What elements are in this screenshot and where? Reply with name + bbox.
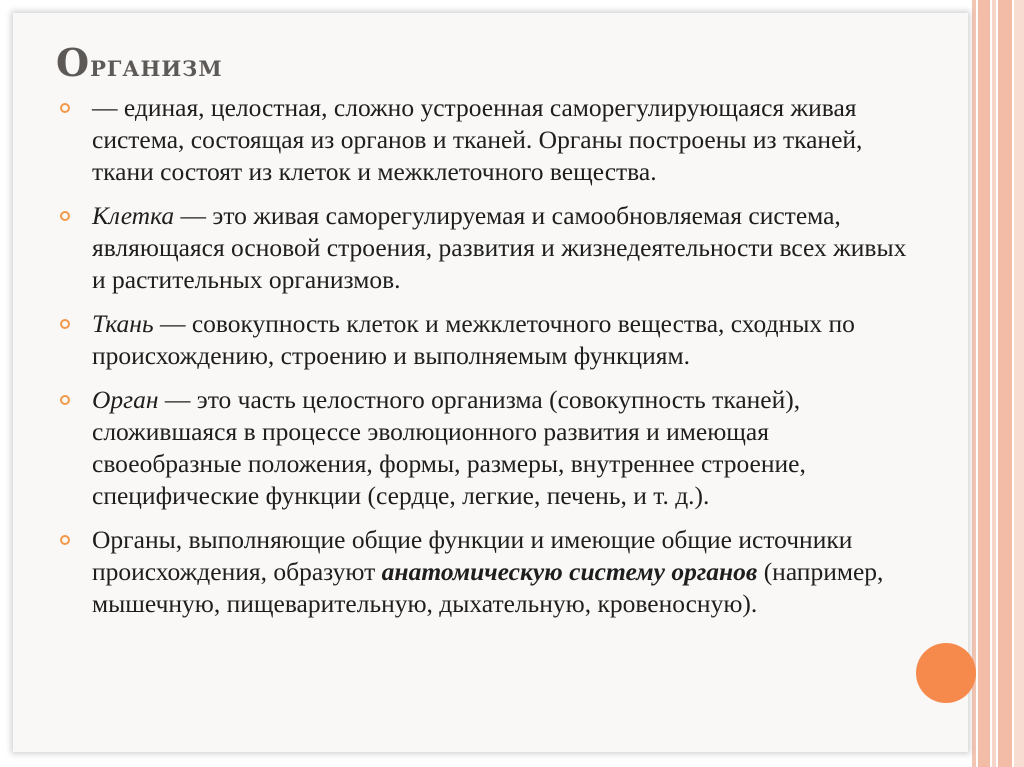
list-item [60,524,910,620]
decorative-stripes [972,0,1024,767]
item-text: — совокупность клеток и межклеточного вещества, сходных по происхождению, строению и выполняемым функциям. [92,309,855,370]
bullet-icon [60,211,70,221]
bullet-icon [60,319,70,329]
item-text: (например, мышечную, пищеварительную, дыхательную, кровеносную). [92,557,884,618]
bullet-icon [60,103,70,113]
title-initial: О [56,40,91,85]
item-term: Клетка [92,201,175,230]
stripe [978,0,990,767]
item-text: — единая, целостная, сложно устроенная саморегулирующаяся живая система, состоящая из органов и тканей. Органы построены из тканей, ткани состоят из клеток и межклеточного вещества. [92,93,863,186]
list-item [60,200,910,296]
stripe [972,0,976,767]
slide-title [56,40,223,85]
item-term: Ткань [92,309,154,338]
title-rest: рганизм [90,49,223,84]
list-item [60,384,910,512]
definition-list [60,92,910,632]
stripe [1014,0,1024,767]
item-emphasis: анатомическую систему органов [381,557,758,586]
decorative-circle [916,643,976,703]
item-text: — это живая саморегулируемая и самообновляемая система, являющаяся основой строения, развития и жизнедеятельности всех живых и растительных организмов. [92,201,907,294]
bullet-icon [60,535,70,545]
list-item [60,92,910,188]
stripe [992,0,996,767]
bullet-icon [60,395,70,405]
stripe [998,0,1012,767]
item-text: Органы, выполняющие общие функции и имеющие общие источники происхождения, образуют [92,525,853,586]
item-text: — это часть целостного организма (совокупность тканей), сложившаяся в процессе эволюционного развития и имеющая своеобразные положения, формы, размеры, внутреннее строение, специфические функции (сердце, легкие, печень, и т. д.). [92,385,806,510]
item-term: Орган [92,385,159,414]
list-item [60,308,910,372]
